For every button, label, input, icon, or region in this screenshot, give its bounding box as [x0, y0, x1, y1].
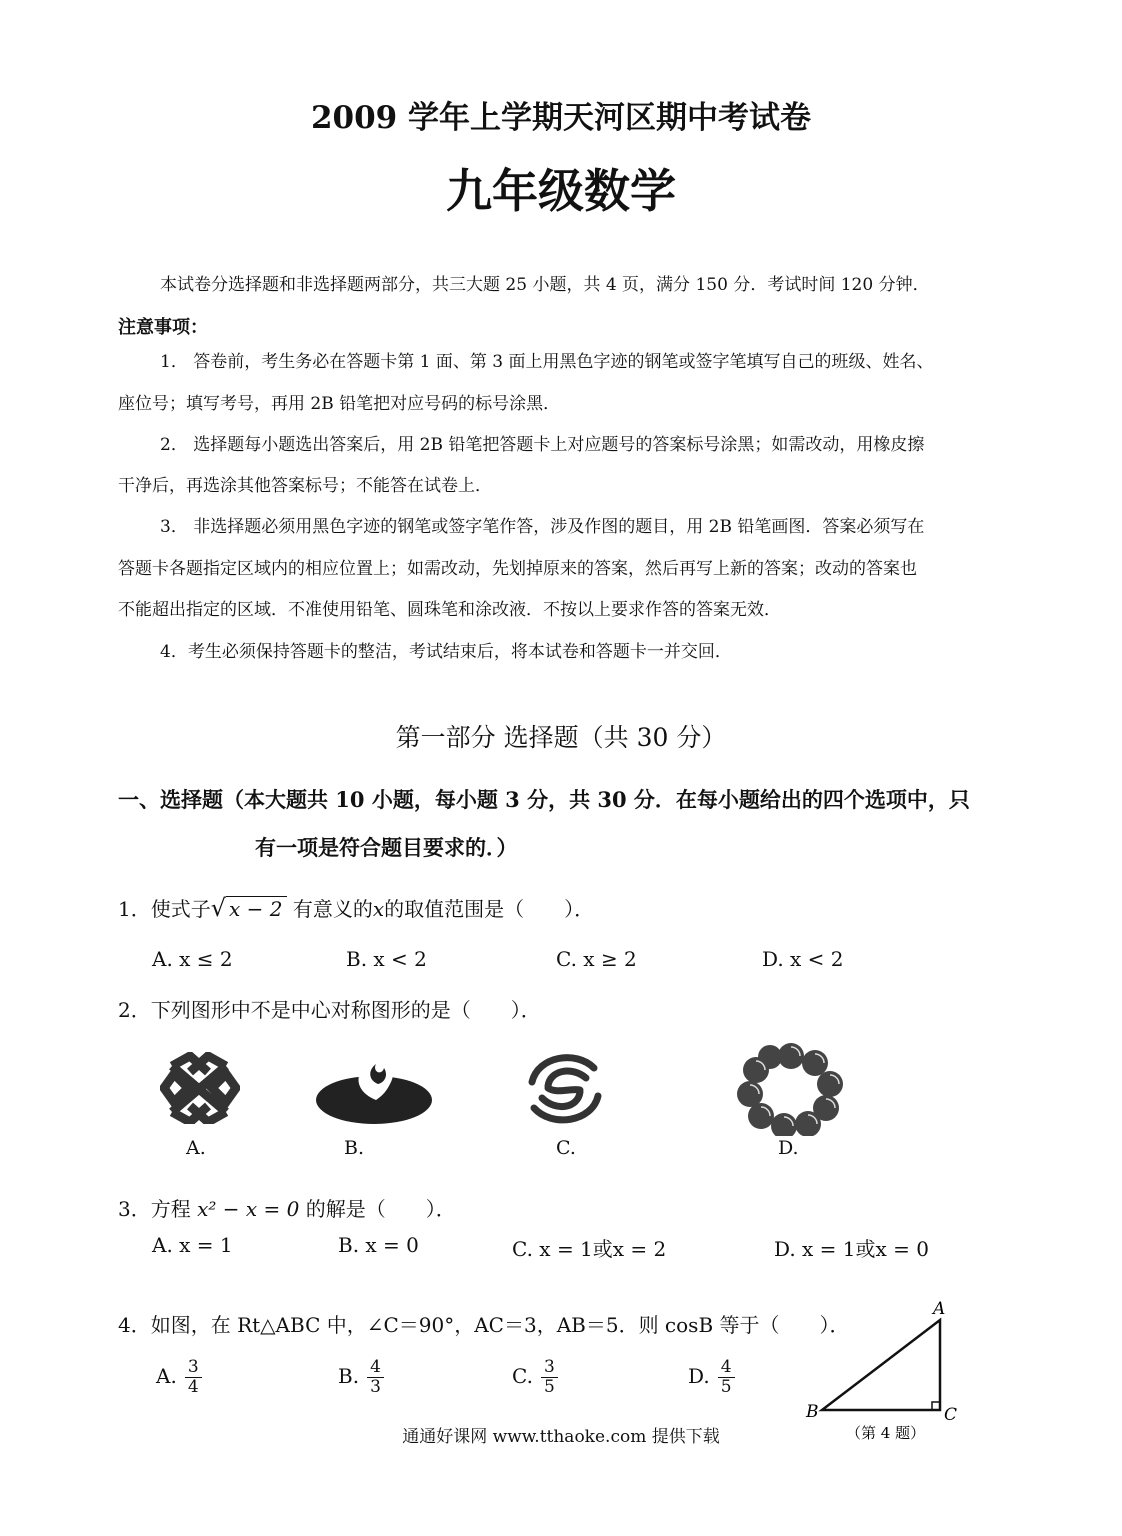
- figure-caption: （第 4 题）: [846, 1424, 926, 1442]
- q1-pre: 1．使式子: [118, 897, 211, 921]
- notice-1-line2: 座位号；填写考号，再用 2B 铅笔把对应号码的标号涂黑．: [118, 394, 561, 414]
- notice-3-line1: 3． 非选择题必须用黑色字迹的钢笔或签字笔作答，涉及作图的题目，用 2B 铅笔画图．答案必须写在: [160, 517, 925, 537]
- vertex-a-label: A: [933, 1299, 946, 1319]
- figure-label-d: D.: [778, 1137, 799, 1159]
- q3-option-b: B. x = 0: [338, 1233, 419, 1257]
- q1-radicand: x − 2: [226, 896, 286, 921]
- q3-post: 的解是（ ）．: [305, 1197, 456, 1221]
- section-heading-line1: 一、选择题（本大题共 10 小题，每小题 3 分，共 30 分．在每小题给出的四个选项中，只: [118, 787, 970, 812]
- figure-label-b: B.: [344, 1137, 365, 1159]
- figure-b-flame-logo: [312, 1044, 442, 1126]
- intro-text: 本试卷分选择题和非选择题两部分，共三大题 25 小题，共 4 页，满分 150 分．考试时间 120 分钟．: [160, 275, 930, 295]
- figure-d-petal-ring: [736, 1042, 846, 1136]
- notice-4-line1: 4．考生必须保持答题卡的整洁，考试结束后，将本试卷和答题卡一并交回．: [160, 642, 732, 662]
- q3-pre: 3．方程: [118, 1197, 191, 1221]
- section-heading-line2: 有一项是符合题目要求的．）: [255, 835, 518, 860]
- q3-option-c: C. x = 1或x = 2: [512, 1237, 667, 1261]
- subject-title: 九年级数学: [446, 164, 676, 218]
- q1-post: 有意义的: [292, 897, 373, 921]
- figure-label-c: C.: [556, 1137, 576, 1159]
- notice-2-line2: 干净后，再选涂其他答案标号；不能答在试卷上．: [118, 476, 492, 496]
- q1-option-c: C. x ≥ 2: [556, 947, 637, 971]
- q1-option-b: B. x < 2: [346, 947, 427, 971]
- notice-heading: 注意事项：: [118, 317, 208, 338]
- question-1: 1．使式子√ x − 2 有意义的x的取值范围是（ ）．: [118, 894, 595, 922]
- vertex-c-label: C: [944, 1405, 958, 1425]
- figure-c-swirl-logo: [522, 1050, 606, 1128]
- notice-3-line2: 答题卡各题指定区域内的相应位置上；如需改动，先划掉原来的答案，然后再写上新的答案；改动的答案也: [118, 559, 917, 579]
- q3-option-d: D. x = 1或x = 0: [774, 1237, 929, 1261]
- footer-source: 通通好课网 www.tthaoke.com 提供下载: [402, 1427, 720, 1447]
- q1-var: x: [372, 897, 385, 921]
- figure-a-knot-logo: [160, 1052, 240, 1124]
- notice-1-line1: 1． 答卷前，考生务必在答题卡第 1 面、第 3 面上用黑色字迹的钢笔或签字笔填写自己的班级、姓名、: [160, 352, 934, 372]
- vertex-b-label: B: [806, 1402, 819, 1422]
- q4-option-d: D. $\frac{4}{5}$: [688, 1358, 735, 1397]
- q1-option-a: A. x ≤ 2: [152, 947, 233, 971]
- question-2: 2．下列图形中不是中心对称图形的是（ ）．: [118, 998, 541, 1022]
- question-3: [118, 1193, 456, 1222]
- q1-option-d: D. x < 2: [762, 947, 844, 971]
- q4-option-a: A. $\frac{3}{4}$: [156, 1358, 202, 1397]
- section-title: 第一部分 选择题（共 30 分）: [395, 723, 727, 752]
- notice-2-line1: 2． 选择题每小题选出答案后，用 2B 铅笔把答题卡上对应题号的答案标号涂黑；如需改动，用橡皮擦: [160, 435, 925, 455]
- exam-title: 2009 学年上学期天河区期中考试卷: [310, 100, 812, 136]
- q3-equation: x² − x = 0: [197, 1197, 300, 1221]
- question-4: 4．如图，在 Rt△ABC 中，∠C＝90°，AC＝3，AB＝5．则 cosB 等于（ ）．: [118, 1313, 850, 1337]
- q3-option-a: A. x = 1: [152, 1233, 233, 1257]
- q4-option-c: C. $\frac{3}{5}$: [512, 1358, 558, 1397]
- q1-post2: 的取值范围是（ ）．: [384, 897, 595, 921]
- triangle-abc: [822, 1320, 940, 1410]
- q4-option-b: B. $\frac{4}{3}$: [338, 1358, 384, 1397]
- notice-3-line3: 不能超出指定的区域．不准使用铅笔、圆珠笔和涂改液．不按以上要求作答的答案无效．: [118, 600, 781, 620]
- figure-label-a: A.: [186, 1137, 206, 1159]
